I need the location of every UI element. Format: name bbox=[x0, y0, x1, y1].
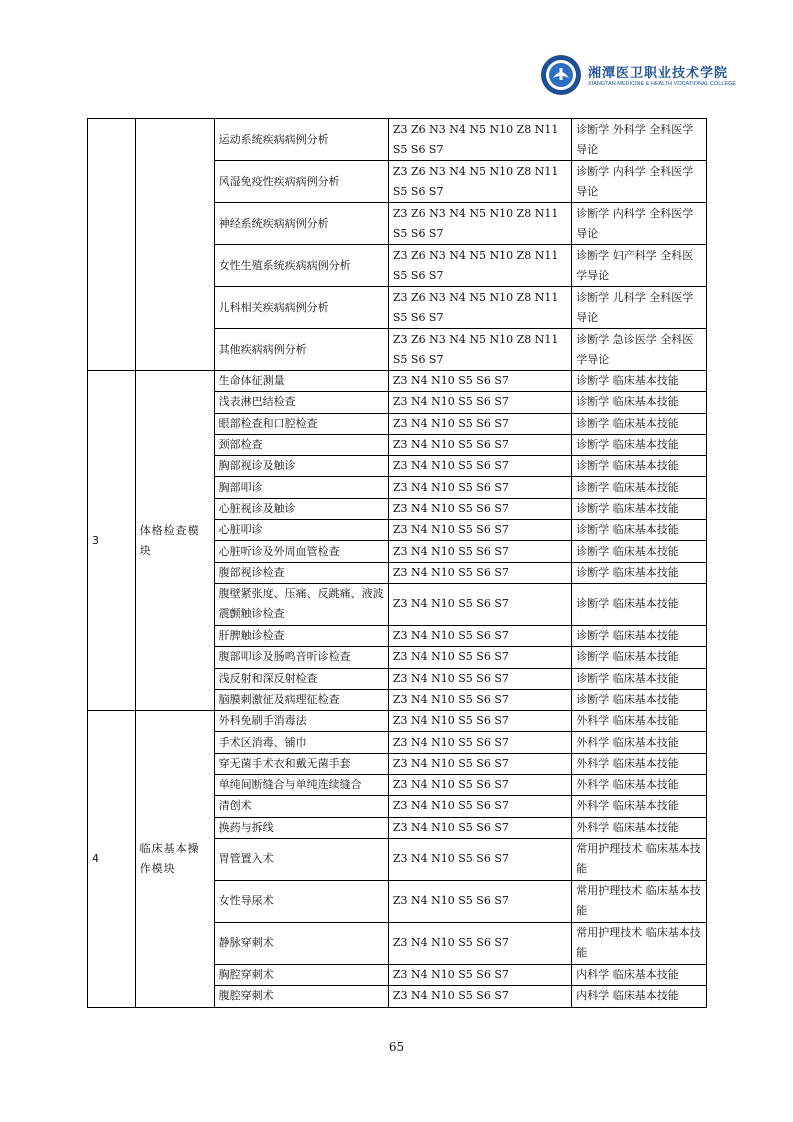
ability-code-cell: Z3 N4 N10 S5 S6 S7 bbox=[388, 753, 571, 774]
course-cell: 诊断学 内科学 全科医学导论 bbox=[572, 161, 707, 203]
module-no-cell bbox=[88, 119, 136, 371]
table-row bbox=[88, 119, 707, 161]
skill-item-cell: 静脉穿刺术 bbox=[214, 922, 388, 964]
skill-item-cell: 浅反射和深反射检查 bbox=[214, 668, 388, 689]
ability-code-cell: Z3 N4 N10 S5 S6 S7 bbox=[388, 796, 571, 817]
ability-code-cell: Z3 Z6 N3 N4 N5 N10 Z8 N11 S5 S6 S7 bbox=[388, 203, 571, 245]
course-cell: 诊断学 临床基本技能 bbox=[572, 689, 707, 710]
skill-item-cell: 胸部视诊及触诊 bbox=[214, 456, 388, 477]
skill-item-cell: 腹壁紧张度、压痛、反跳痛、液波震颤触诊检查 bbox=[214, 583, 388, 625]
skill-item-cell: 肝脾触诊检查 bbox=[214, 625, 388, 646]
ability-code-cell: Z3 N4 N10 S5 S6 S7 bbox=[388, 583, 571, 625]
module-name-cell bbox=[135, 119, 214, 371]
module-no-cell: 3 bbox=[88, 371, 136, 711]
skill-item-cell: 浅表淋巴结检查 bbox=[214, 392, 388, 413]
course-cell: 诊断学 儿科学 全科医学导论 bbox=[572, 287, 707, 329]
ability-code-cell: Z3 N4 N10 S5 S6 S7 bbox=[388, 477, 571, 498]
course-cell: 诊断学 外科学 全科医学导论 bbox=[572, 119, 707, 161]
ability-code-cell: Z3 N4 N10 S5 S6 S7 bbox=[388, 392, 571, 413]
course-cell: 外科学 临床基本技能 bbox=[572, 775, 707, 796]
ability-code-cell: Z3 N4 N10 S5 S6 S7 bbox=[388, 562, 571, 583]
college-logo-header bbox=[540, 54, 740, 100]
skill-item-cell: 胸腔穿刺术 bbox=[214, 964, 388, 985]
ability-code-cell: Z3 N4 N10 S5 S6 S7 bbox=[388, 434, 571, 455]
ability-code-cell: Z3 N4 N10 S5 S6 S7 bbox=[388, 520, 571, 541]
ability-code-cell: Z3 N4 N10 S5 S6 S7 bbox=[388, 689, 571, 710]
skill-item-cell: 眼部检查和口腔检查 bbox=[214, 413, 388, 434]
skill-item-cell: 颈部检查 bbox=[214, 434, 388, 455]
skill-item-cell: 女性生殖系统疾病病例分析 bbox=[214, 245, 388, 287]
ability-code-cell: Z3 Z6 N3 N4 N5 N10 Z8 N11 S5 S6 S7 bbox=[388, 119, 571, 161]
ability-code-cell: Z3 Z6 N3 N4 N5 N10 Z8 N11 S5 S6 S7 bbox=[388, 287, 571, 329]
course-cell: 诊断学 临床基本技能 bbox=[572, 668, 707, 689]
skill-item-cell: 单纯间断缝合与单纯连续缝合 bbox=[214, 775, 388, 796]
course-cell: 诊断学 临床基本技能 bbox=[572, 371, 707, 392]
module-name-cell: 体格检查模块 bbox=[135, 371, 214, 711]
course-cell: 诊断学 临床基本技能 bbox=[572, 456, 707, 477]
skill-item-cell: 清创术 bbox=[214, 796, 388, 817]
course-cell: 常用护理技术 临床基本技能 bbox=[572, 922, 707, 964]
ability-code-cell: Z3 N4 N10 S5 S6 S7 bbox=[388, 625, 571, 646]
ability-code-cell: Z3 N4 N10 S5 S6 S7 bbox=[388, 413, 571, 434]
skill-item-cell: 腹腔穿刺术 bbox=[214, 986, 388, 1007]
ability-code-cell: Z3 Z6 N3 N4 N5 N10 Z8 N11 S5 S6 S7 bbox=[388, 329, 571, 371]
course-cell: 诊断学 临床基本技能 bbox=[572, 434, 707, 455]
table-row bbox=[88, 711, 707, 732]
course-cell: 外科学 临床基本技能 bbox=[572, 796, 707, 817]
ability-code-cell: Z3 N4 N10 S5 S6 S7 bbox=[388, 647, 571, 668]
skill-item-cell: 脑膜刺激征及病理征检查 bbox=[214, 689, 388, 710]
ability-code-cell: Z3 N4 N10 S5 S6 S7 bbox=[388, 817, 571, 838]
skill-item-cell: 其他疾病病例分析 bbox=[214, 329, 388, 371]
course-cell: 诊断学 临床基本技能 bbox=[572, 520, 707, 541]
skill-item-cell: 胸部叩诊 bbox=[214, 477, 388, 498]
ability-code-cell: Z3 N4 N10 S5 S6 S7 bbox=[388, 456, 571, 477]
course-cell: 外科学 临床基本技能 bbox=[572, 711, 707, 732]
skill-item-cell: 穿无菌手术衣和戴无菌手套 bbox=[214, 753, 388, 774]
course-cell: 常用护理技术 临床基本技能 bbox=[572, 880, 707, 922]
course-cell: 诊断学 临床基本技能 bbox=[572, 625, 707, 646]
ability-code-cell: Z3 N4 N10 S5 S6 S7 bbox=[388, 964, 571, 985]
ability-code-cell: Z3 N4 N10 S5 S6 S7 bbox=[388, 668, 571, 689]
module-name-cell: 临床基本操作模块 bbox=[135, 711, 214, 1007]
course-cell: 诊断学 内科学 全科医学导论 bbox=[572, 203, 707, 245]
course-cell: 外科学 临床基本技能 bbox=[572, 817, 707, 838]
ability-code-cell: Z3 N4 N10 S5 S6 S7 bbox=[388, 541, 571, 562]
ability-code-cell: Z3 N4 N10 S5 S6 S7 bbox=[388, 371, 571, 392]
ability-code-cell: Z3 N4 N10 S5 S6 S7 bbox=[388, 732, 571, 753]
skill-item-cell: 腹部视诊检查 bbox=[214, 562, 388, 583]
skill-item-cell: 外科免刷手消毒法 bbox=[214, 711, 388, 732]
skill-item-cell: 心脏叩诊 bbox=[214, 520, 388, 541]
college-name-en: XIANGTAN MEDICINE & HEALTH VOCATIONAL COLLEGE bbox=[588, 81, 737, 87]
skill-item-cell: 儿科相关疾病病例分析 bbox=[214, 287, 388, 329]
college-name-cn: 湘潭医卫职业技术学院 bbox=[588, 66, 729, 81]
skill-item-cell: 生命体征测量 bbox=[214, 371, 388, 392]
skill-item-cell: 心脏听诊及外周血管检查 bbox=[214, 541, 388, 562]
course-cell: 诊断学 临床基本技能 bbox=[572, 477, 707, 498]
course-cell: 诊断学 临床基本技能 bbox=[572, 498, 707, 519]
ability-code-cell: Z3 N4 N10 S5 S6 S7 bbox=[388, 880, 571, 922]
skill-item-cell: 手术区消毒、铺巾 bbox=[214, 732, 388, 753]
ability-code-cell: Z3 N4 N10 S5 S6 S7 bbox=[388, 922, 571, 964]
college-seal-icon bbox=[540, 54, 582, 96]
ability-code-cell: Z3 N4 N10 S5 S6 S7 bbox=[388, 498, 571, 519]
skill-item-cell: 腹部叩诊及肠鸣音听诊检查 bbox=[214, 647, 388, 668]
skill-item-cell: 神经系统疾病病例分析 bbox=[214, 203, 388, 245]
course-cell: 诊断学 临床基本技能 bbox=[572, 413, 707, 434]
skill-item-cell: 胃管置入术 bbox=[214, 838, 388, 880]
ability-code-cell: Z3 N4 N10 S5 S6 S7 bbox=[388, 775, 571, 796]
skill-item-cell: 心脏视诊及触诊 bbox=[214, 498, 388, 519]
page-number: 65 bbox=[388, 1040, 405, 1054]
course-cell: 诊断学 临床基本技能 bbox=[572, 583, 707, 625]
table-row bbox=[88, 371, 707, 392]
course-cell: 外科学 临床基本技能 bbox=[572, 732, 707, 753]
course-cell: 常用护理技术 临床基本技能 bbox=[572, 838, 707, 880]
module-no-cell: 4 bbox=[88, 711, 136, 1007]
course-cell: 诊断学 临床基本技能 bbox=[572, 647, 707, 668]
course-cell: 诊断学 临床基本技能 bbox=[572, 541, 707, 562]
course-cell: 诊断学 临床基本技能 bbox=[572, 392, 707, 413]
course-cell: 外科学 临床基本技能 bbox=[572, 753, 707, 774]
course-cell: 内科学 临床基本技能 bbox=[572, 964, 707, 985]
ability-code-cell: Z3 Z6 N3 N4 N5 N10 Z8 N11 S5 S6 S7 bbox=[388, 161, 571, 203]
course-cell: 诊断学 妇产科学 全科医学导论 bbox=[572, 245, 707, 287]
skill-item-cell: 女性导尿术 bbox=[214, 880, 388, 922]
curriculum-table bbox=[87, 118, 707, 1008]
skill-item-cell: 风湿免疫性疾病病例分析 bbox=[214, 161, 388, 203]
ability-code-cell: Z3 N4 N10 S5 S6 S7 bbox=[388, 986, 571, 1007]
ability-code-cell: Z3 N4 N10 S5 S6 S7 bbox=[388, 711, 571, 732]
course-cell: 诊断学 急诊医学 全科医学导论 bbox=[572, 329, 707, 371]
skill-item-cell: 换药与拆线 bbox=[214, 817, 388, 838]
ability-code-cell: Z3 N4 N10 S5 S6 S7 bbox=[388, 838, 571, 880]
course-cell: 内科学 临床基本技能 bbox=[572, 986, 707, 1007]
course-cell: 诊断学 临床基本技能 bbox=[572, 562, 707, 583]
ability-code-cell: Z3 Z6 N3 N4 N5 N10 Z8 N11 S5 S6 S7 bbox=[388, 245, 571, 287]
skill-item-cell: 运动系统疾病病例分析 bbox=[214, 119, 388, 161]
